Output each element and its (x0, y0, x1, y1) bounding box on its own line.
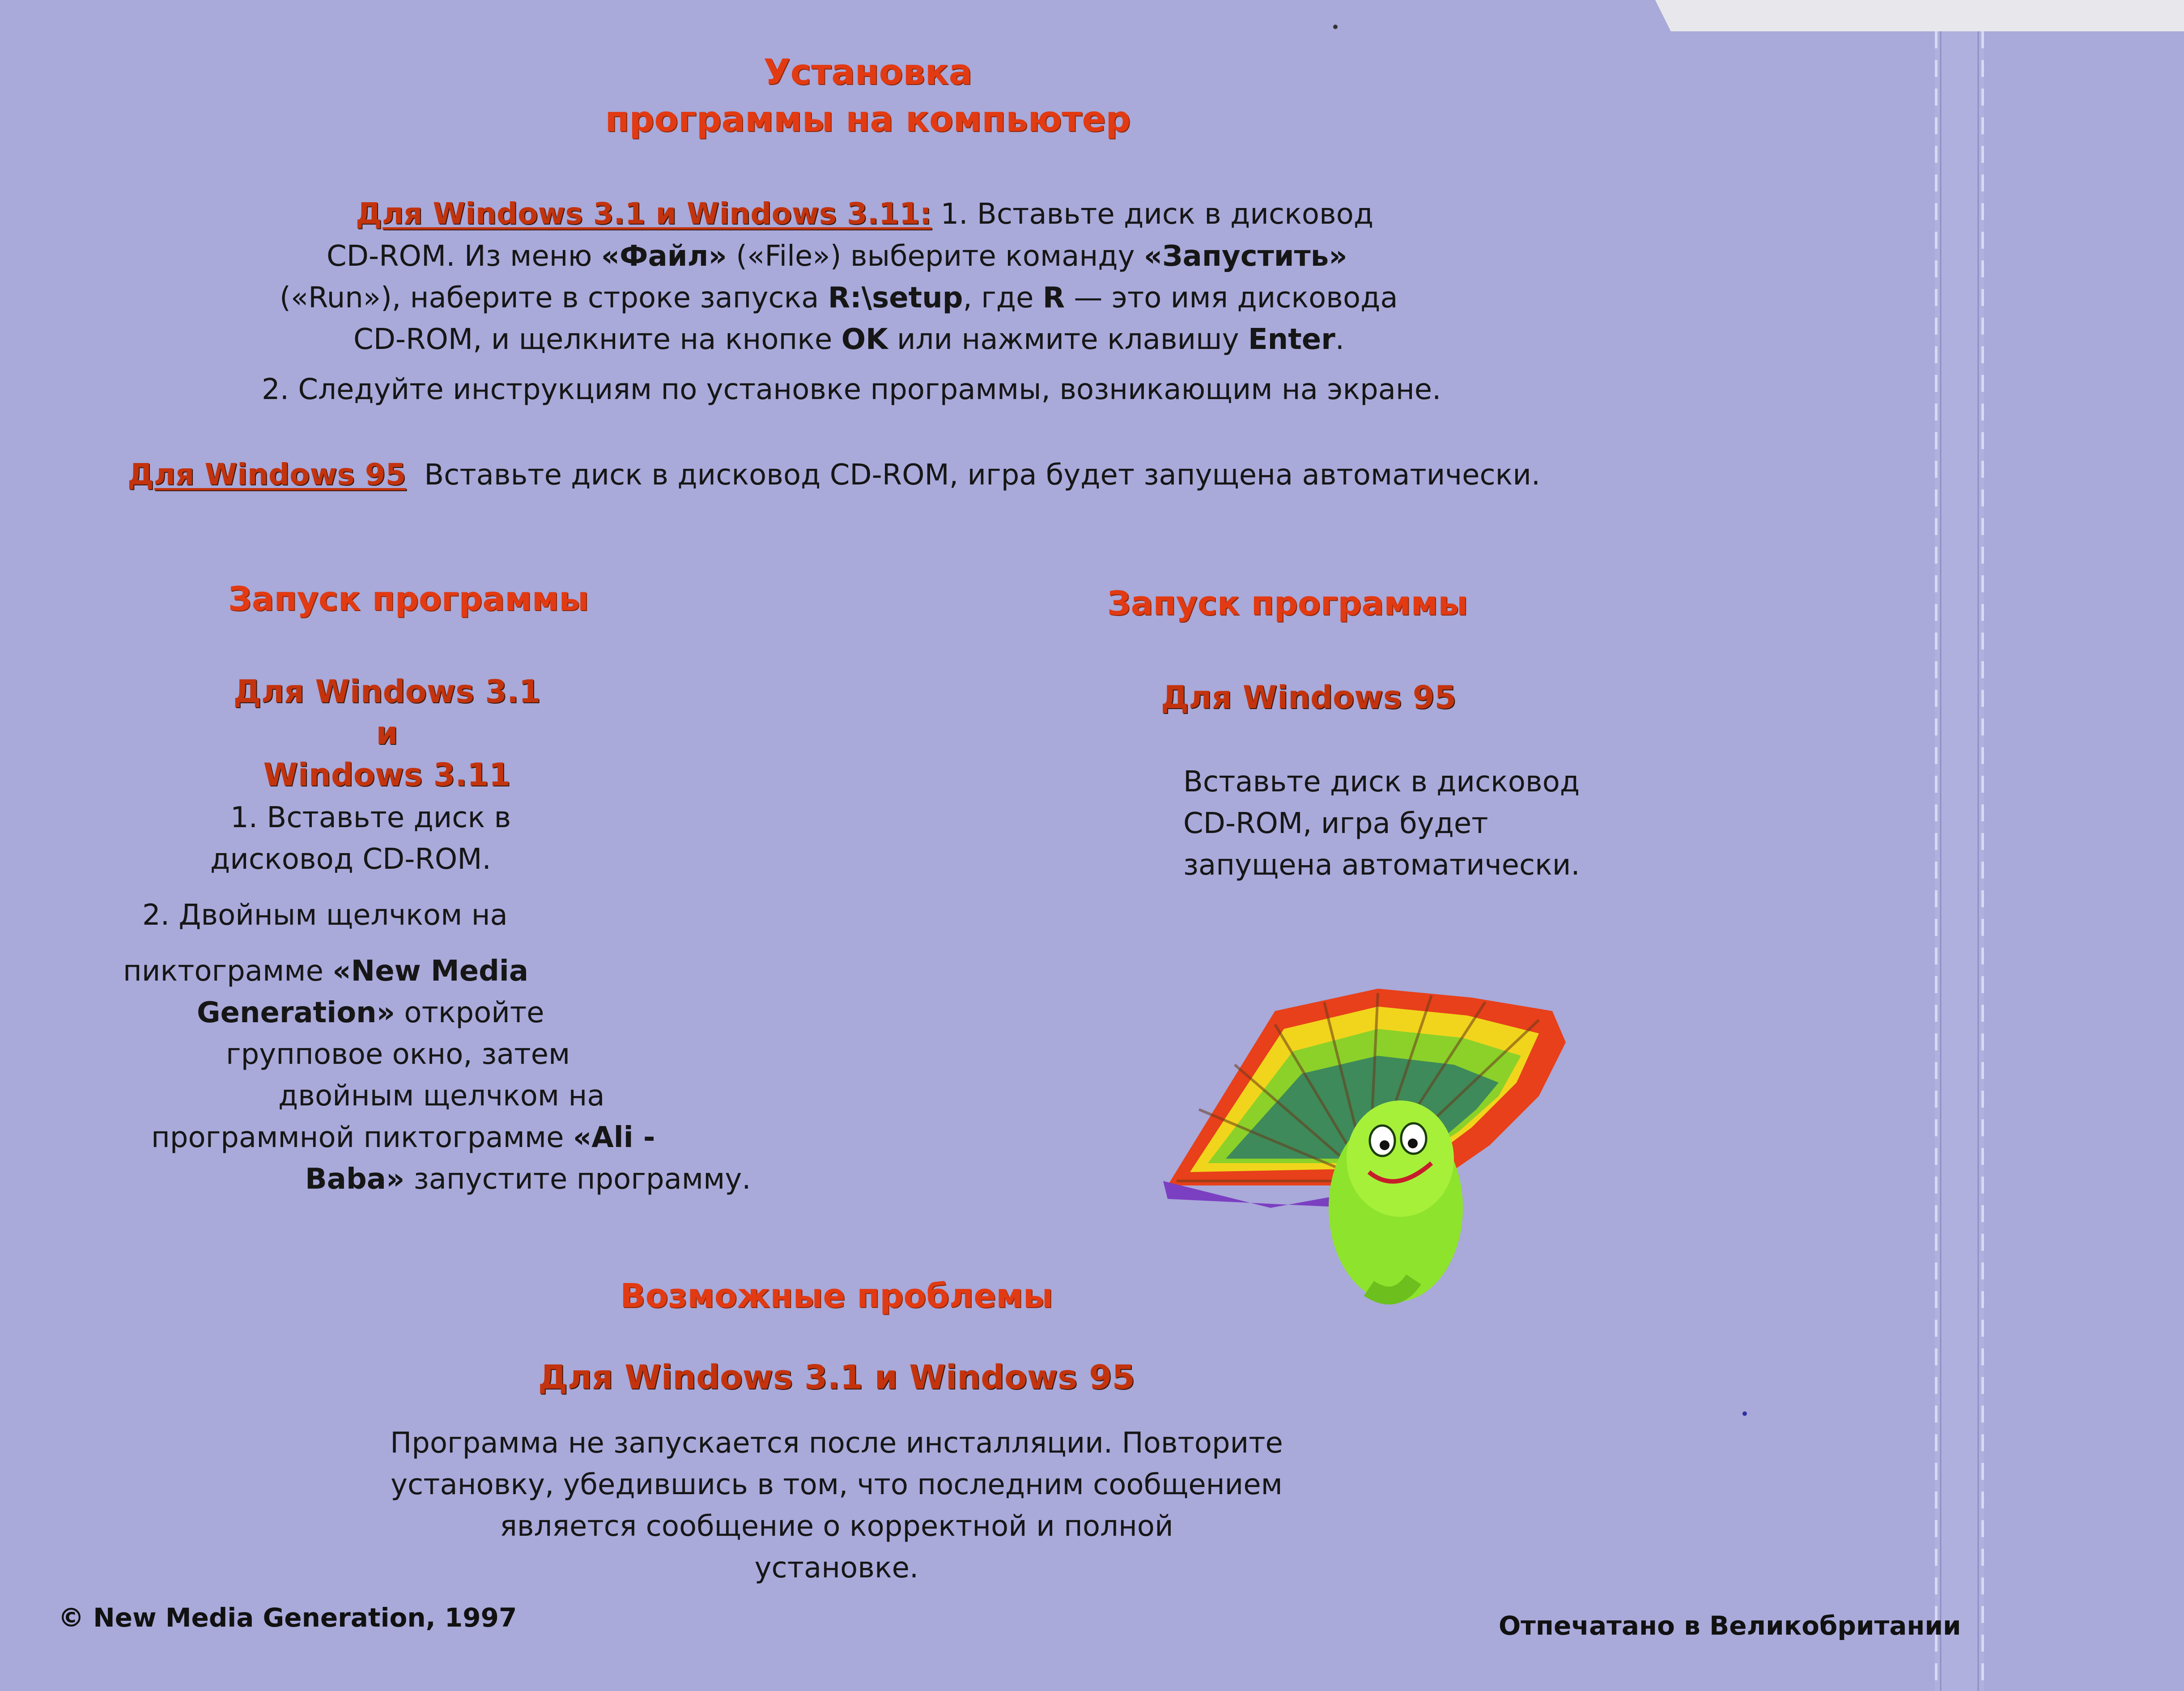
win95-install-text: Вставьте диск в дисковод CD-ROM, игра будет запущена автоматически. (424, 459, 1541, 492)
drive-letter: R (1042, 281, 1065, 314)
launch-left-step2-line3 (197, 992, 544, 1034)
problems-line2: установку, убедившись в том, что последним сообщением (391, 1468, 1283, 1501)
win95-install-heading: Для Windows 95 (127, 457, 406, 492)
install-title-line1: Установка (763, 52, 973, 93)
win31-line4-text-c: . (1335, 323, 1345, 356)
command-run-label: «Запустить» (1143, 240, 1347, 273)
launch-left-subtitle-line2: Windows 3.11 (263, 756, 511, 794)
launch-left-step2-line7 (305, 1159, 751, 1200)
win31-step1-start: 1. Вставьте диск в дисковод (931, 198, 1374, 231)
menu-file-label: «Файл» (601, 240, 727, 273)
launch-left-subtitle (226, 671, 548, 796)
win31-line2 (327, 236, 1347, 277)
launch-left-subtitle-line1: Для Windows 3.1 и (233, 673, 541, 752)
launch-right-text-line1: Вставьте диск в дисковод (1183, 765, 1580, 799)
win95-install-line (127, 455, 1540, 496)
win31-line4-text-a: CD-ROM, и щелкните на кнопке (353, 323, 841, 356)
win31-line2-text-a: CD-ROM. Из меню (327, 240, 601, 273)
launch-left-step2-line6-text: программной пиктограмме (151, 1121, 573, 1154)
launch-left-step1-line2: дисковод CD-ROM. (210, 843, 491, 876)
problems-line3: является сообщение о корректной и полной (500, 1510, 1173, 1543)
launch-right-text (1183, 761, 1580, 886)
win31-line4 (353, 319, 1344, 361)
launch-left-step2-line1: 2. Двойным щелчком на (142, 899, 508, 932)
ok-label: OK (841, 323, 888, 356)
copyright: © New Media Generation, 1997 (58, 1602, 517, 1633)
win31-line1 (356, 194, 1519, 235)
printed-in: Отпечатано в Великобритании (1499, 1610, 1961, 1641)
win31-line4-text-b: или нажмите клавишу (888, 323, 1248, 356)
problems-line4: установке. (754, 1551, 919, 1585)
enter-key-label: Enter (1248, 323, 1335, 356)
run-path: R:\setup (828, 281, 963, 314)
win31-line3 (280, 277, 1398, 319)
problems-title: Возможные проблемы (620, 1277, 1053, 1315)
launch-left-step2-line7-text: запустите программу. (404, 1163, 751, 1196)
win31-step2: 2. Следуйте инструкциям по установке программы, возникающим на экране. (262, 373, 1441, 406)
launch-right-text-line2: CD-ROM, игра будет (1183, 807, 1488, 840)
program-icon-name-part2: Baba» (305, 1163, 405, 1196)
problems-text (376, 1423, 1297, 1589)
win31-line2-text-b: («File») выберите команду (727, 240, 1144, 273)
install-title-line2: программы на компьютер (605, 99, 1131, 140)
win31-install-heading: Для Windows 3.1 и Windows 3.11: (356, 196, 932, 231)
launch-right-text-line3: запущена автоматически. (1183, 849, 1580, 882)
win31-line3-text-c: — это имя дисковода (1065, 281, 1398, 314)
install-title (492, 49, 1244, 143)
launch-right-title: Запуск программы (1107, 584, 1468, 623)
launch-left-step2-line4: групповое окно, затем (226, 1038, 570, 1071)
program-icon-name-part1: «Ali - (573, 1121, 655, 1154)
launch-right-subtitle: Для Windows 95 (1161, 679, 1457, 716)
launch-left-step2-line5: двойным щелчком на (278, 1079, 605, 1113)
win31-line3-text-a: («Run»), наберите в строке запуска (280, 281, 828, 314)
launch-left-step2-line2 (123, 951, 528, 992)
launch-left-step2-line2-text: пиктограмме (123, 955, 333, 988)
launch-left-title: Запуск программы (228, 580, 589, 618)
group-icon-name-part2: Generation» (197, 996, 395, 1029)
group-icon-name-part1: «New Media (332, 955, 529, 988)
launch-left-step2-line3-text: откройте (395, 996, 544, 1029)
problems-subtitle: Для Windows 3.1 и Windows 95 (538, 1358, 1135, 1397)
problems-line1: Программа не запускается после инсталляции. Повторите (390, 1427, 1283, 1460)
launch-left-step2-line6 (151, 1117, 655, 1159)
win31-line3-text-b: , где (963, 281, 1043, 314)
launch-left-step1-line1: 1. Вставьте диск в (230, 801, 511, 834)
